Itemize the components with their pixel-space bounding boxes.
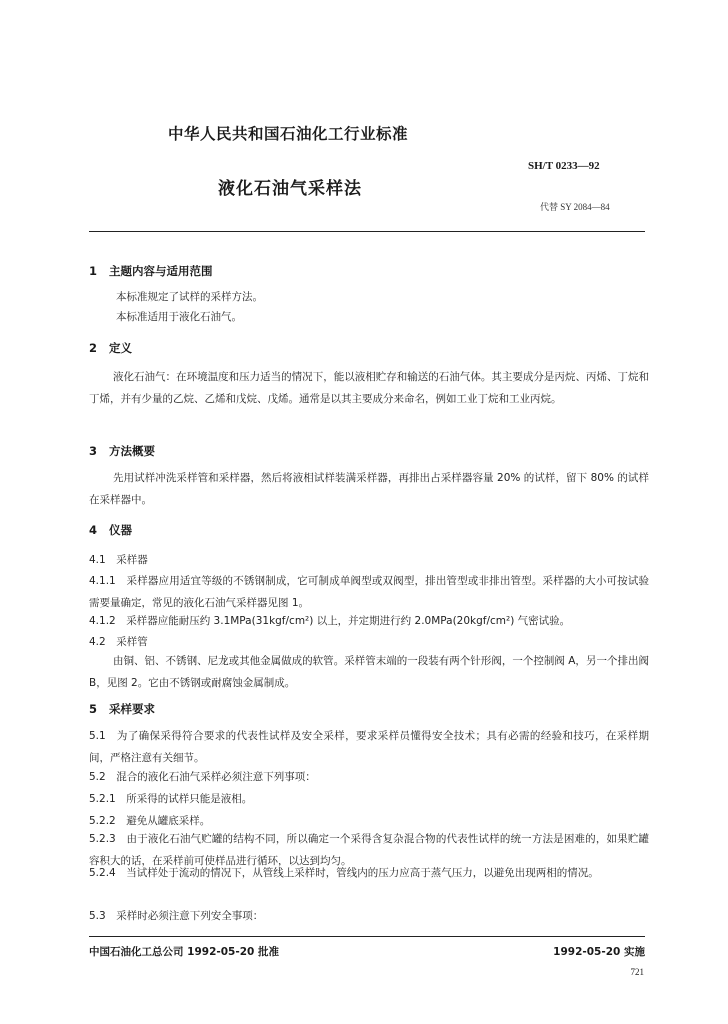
footer-divider	[89, 936, 645, 937]
clause-4-2-text: 由铜、铝、不锈钢、尼龙或其他金属做成的软管。采样管末端的一段装有两个针形阀，一个控制阀 A，另一个排出阀 B，见图 2。它由不锈钢或耐腐蚀金属制成。	[89, 655, 649, 689]
clause-4-1-1: 4.1.1 采样器应用适宜等级的不锈钢制成，它可制成单阀型或双阀型，排出管型或非排出管型。采样器的大小可按试验需要量确定，常见的液化石油气采样器见图 1。	[89, 575, 649, 609]
clause-5-1: 5.1 为了确保采得符合要求的代表性试样及安全采样，要求采样员懂得安全技术；具有必需的经验和技巧，在采样期间，严格注意有关细节。	[89, 730, 649, 764]
section-2-heading	[89, 340, 132, 356]
section-title: 定义	[109, 341, 132, 355]
section-number: 5	[89, 702, 98, 716]
section-1-line-1: 本标准规定了试样的采样方法。	[116, 291, 263, 303]
section-number: 4	[89, 523, 98, 537]
section-3-heading	[89, 443, 155, 459]
section-2-text: 液化石油气：在环境温度和压力适当的情况下，能以液相贮存和输送的石油气体。其主要成分是丙烷、丙烯、丁烷和丁烯，并有少量的乙烷、乙烯和戊烷、戊烯。通常是以其主要成分来命名，例如工业丁烷和工业丙烷。	[89, 371, 649, 405]
header-divider	[89, 231, 645, 232]
clause-4-1-2: 4.1.2 采样器应能耐压约 3.1MPa(31kgf/cm²) 以上，并定期进行约 2.0MPa(20kgf/cm²) 气密试验。	[89, 615, 571, 627]
clause-5-2: 5.2 混合的液化石油气采样必须注意下列事项：	[89, 771, 316, 783]
section-title: 仪器	[109, 523, 132, 537]
section-title: 方法概要	[109, 444, 155, 458]
implementation-date: 1992-05-20 实施	[553, 946, 645, 958]
clause-5-2-4: 5.2.4 当试样处于流动的情况下，从管线上采样时，管线内的压力应高于蒸气压力，以避免出现两相的情况。	[89, 867, 599, 879]
section-3-text: 先用试样冲洗采样管和采样器，然后将液相试样装满采样器，再排出占采样器容量 20% 的试样，留下 80% 的试样在采样器中。	[89, 472, 649, 506]
approval-line: 中国石油化工总公司 1992-05-20 批准	[89, 946, 279, 958]
section-title: 采样要求	[109, 702, 155, 716]
section-number: 3	[89, 444, 98, 458]
section-5-heading	[89, 701, 155, 717]
section-4-heading	[89, 522, 132, 538]
clause-5-3: 5.3 采样时必须注意下列安全事项：	[89, 910, 264, 922]
page-number: 721	[630, 967, 644, 977]
clause-5-2-3: 5.2.3 由于液化石油气贮罐的结构不同，所以确定一个采得含复杂混合物的代表性试样的统一方法是困难的，如果贮罐容积大的话，在采样前可使样品进行循环，以达到均匀。	[89, 833, 649, 867]
section-number: 2	[89, 341, 98, 355]
section-title: 主题内容与适用范围	[109, 264, 213, 278]
section-1-line-2: 本标准适用于液化石油气。	[116, 311, 242, 323]
document-title: 液化石油气采样法	[218, 179, 362, 199]
issuing-organization: 中华人民共和国石油化工行业标准	[168, 125, 409, 143]
clause-4-1: 4.1 采样器	[89, 554, 148, 566]
section-number: 1	[89, 264, 98, 278]
clause-5-2-2: 5.2.2 避免从罐底采样。	[89, 815, 211, 827]
clause-4-2: 4.2 采样管	[89, 636, 148, 648]
clause-5-2-1: 5.2.1 所采得的试样只能是液相。	[89, 793, 253, 805]
replaces-standard: 代替 SY 2084—84	[540, 202, 610, 212]
standard-code: SH/T 0233—92	[528, 160, 600, 172]
section-1-heading	[89, 263, 213, 279]
